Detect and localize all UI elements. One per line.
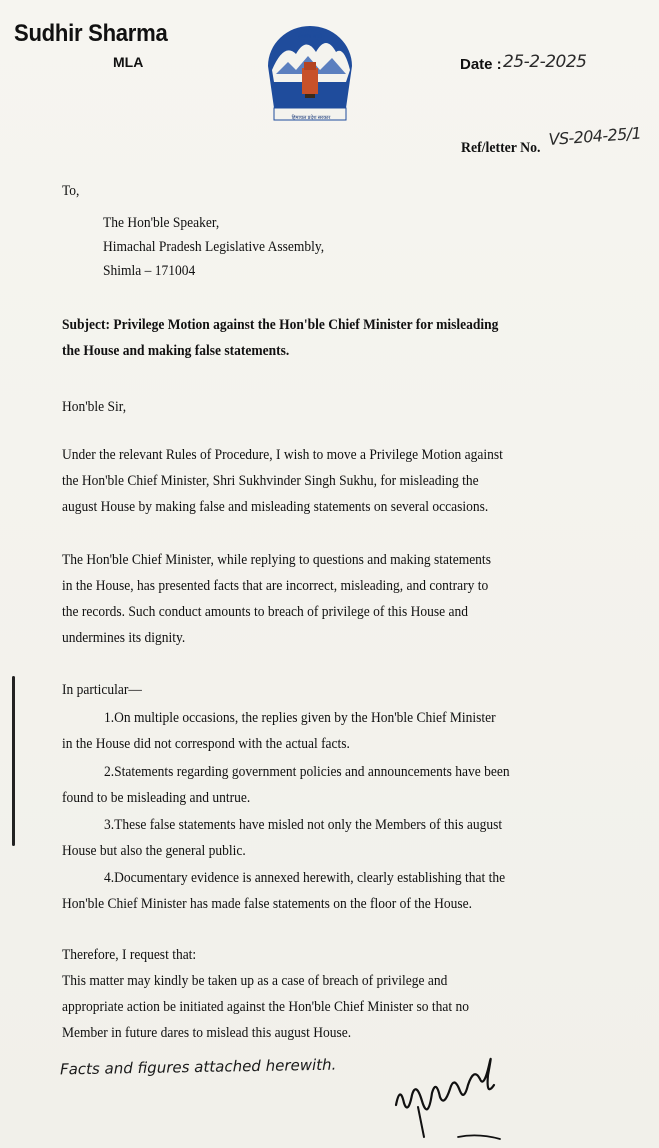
salutation: Hon'ble Sir, (62, 399, 127, 415)
signature-icon (388, 1045, 528, 1145)
point-4-line-1: 4.Documentary evidence is annexed herewith, clearly establishing that the (104, 870, 506, 886)
point-2-line-1: 2.Statements regarding government policies and announcements have been (104, 764, 510, 780)
subject-line-2: the House and making false statements. (62, 343, 290, 359)
point-1-line-1: 1.On multiple occasions, the replies given by the Hon'ble Chief Minister (104, 710, 496, 726)
sender-name: Sudhir Sharma (14, 20, 168, 47)
point-3-line-1: 3.These false statements have misled not only the Members of this august (104, 817, 503, 833)
para1-line-3: august House by making false and misleading statements on several occasions. (62, 499, 489, 515)
request-heading: Therefore, I request that: (62, 947, 197, 963)
ref-value-handwritten: VS-204-25/1 (548, 123, 642, 149)
request-line-1: This matter may kindly be taken up as a case of breach of privilege and (62, 973, 448, 989)
date-value-handwritten: 25-2-2025 (503, 52, 587, 72)
para2-line-4: undermines its dignity. (62, 630, 186, 646)
margin-pen-mark (12, 676, 15, 846)
svg-text:सत्यमेव जयते: सत्यमेव जयते (297, 35, 323, 40)
point-2-line-2: found to be misleading and untrue. (62, 790, 251, 806)
emblem-caption: हिमाचल प्रदेश सरकार (291, 116, 331, 121)
subject-line-1: Subject: Privilege Motion against the Hon'ble Chief Minister for misleading (62, 317, 499, 333)
request-line-3: Member in future dares to mislead this august House. (62, 1025, 352, 1041)
address-line-1: The Hon'ble Speaker, (103, 215, 220, 231)
point-1-line-2: in the House did not correspond with the actual facts. (62, 736, 350, 752)
point-3-line-2: House but also the general public. (62, 843, 246, 859)
date-label: Date : (460, 56, 502, 73)
para2-line-3: the records. Such conduct amounts to breach of privilege of this House and (62, 604, 469, 620)
para2-line-1: The Hon'ble Chief Minister, while replying to questions and making statements (62, 552, 491, 568)
request-line-2: appropriate action be initiated against the Hon'ble Chief Minister so that no (62, 999, 469, 1015)
point-4-line-2: Hon'ble Chief Minister has made false statements on the floor of the House. (62, 896, 472, 912)
para2-line-2: in the House, has presented facts that are incorrect, misleading, and contrary to (62, 578, 489, 594)
state-emblem-icon (262, 22, 358, 128)
para1-line-2: the Hon'ble Chief Minister, Shri Sukhvinder Singh Sukhu, for misleading the (62, 473, 479, 489)
particular-heading: In particular— (62, 682, 142, 698)
ref-label: Ref/letter No. (461, 140, 541, 156)
address-line-3: Shimla – 171004 (103, 263, 196, 279)
sender-designation: MLA (113, 54, 144, 70)
para1-line-1: Under the relevant Rules of Procedure, I wish to move a Privilege Motion against (62, 447, 503, 463)
handwritten-note: Facts and figures attached herewith. (59, 1055, 337, 1079)
address-to: To, (62, 183, 80, 199)
address-line-2: Himachal Pradesh Legislative Assembly, (103, 239, 325, 255)
